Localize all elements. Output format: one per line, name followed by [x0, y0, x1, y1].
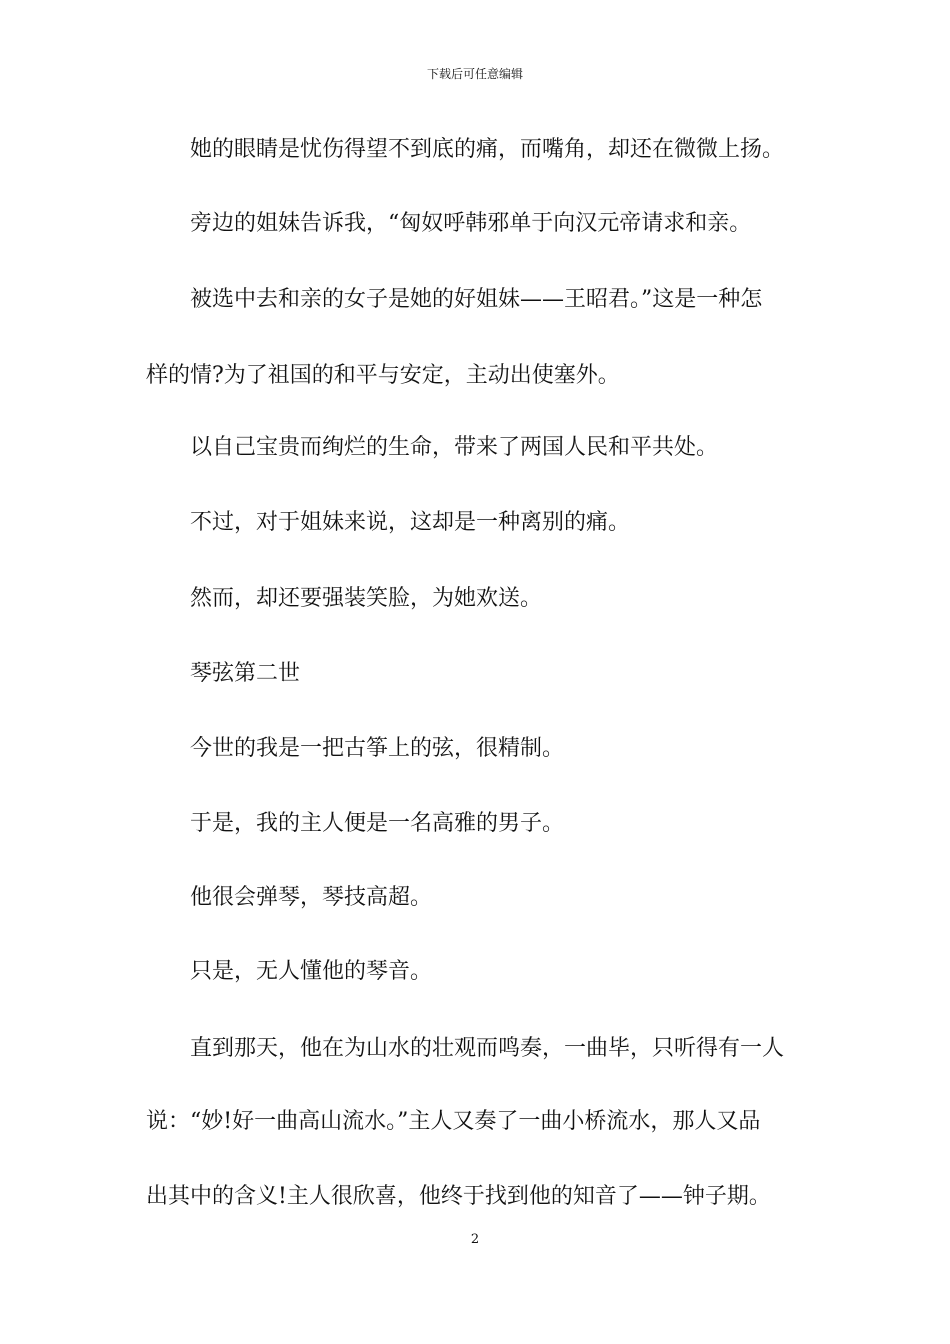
text-line: 被选中去和亲的女子是她的好姐妹——王昭君。”这是一种怎: [190, 287, 763, 312]
page-number: 2: [470, 1232, 480, 1247]
text-line: 只是，无人懂他的琴音。: [190, 959, 433, 984]
text-line: 于是，我的主人便是一名高雅的男子。: [190, 811, 565, 836]
text-line: 旁边的姐妹告诉我，“匈奴呼韩邪单于向汉元帝请求和亲。: [190, 211, 752, 236]
text-line: 他很会弹琴，琴技高超。: [190, 885, 433, 910]
text-line: 然而，却还要强装笑脸，为她欢送。: [190, 586, 543, 611]
section-heading: 琴弦第二世: [190, 661, 301, 686]
text-line: 直到那天，他在为山水的壮观而鸣奏，一曲毕，只听得有一人: [190, 1036, 785, 1061]
text-line: 今世的我是一把古筝上的弦，很精制。: [190, 736, 565, 761]
text-line: 说：“妙!好一曲高山流水。”主人又奏了一曲小桥流水，那人又品: [146, 1109, 761, 1134]
text-line: 出其中的含义!主人很欣喜，他终于找到他的知音了——钟子期。: [146, 1184, 771, 1209]
text-line: 样的情?为了祖国的和平与安定，主动出使塞外。: [146, 363, 620, 388]
text-line: 不过，对于姐妹来说，这却是一种离别的痛。: [190, 510, 631, 535]
text-line: 她的眼睛是忧伤得望不到底的痛，而嘴角，却还在微微上扬。: [190, 137, 785, 162]
page-header: 下载后可任意编辑: [426, 67, 523, 81]
text-line: 以自己宝贵而绚烂的生命，带来了两国人民和平共处。: [190, 435, 719, 460]
